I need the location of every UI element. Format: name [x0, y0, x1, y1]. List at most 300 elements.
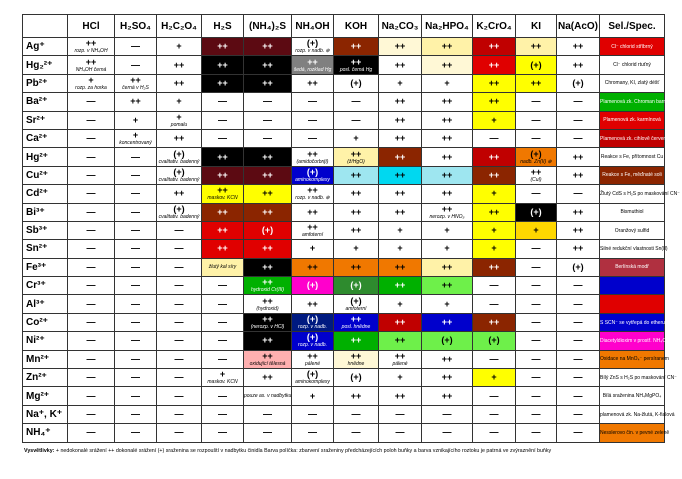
reaction-mark: ++: [262, 372, 273, 383]
reaction-cell: [379, 111, 422, 129]
reaction-cell: [557, 240, 600, 258]
reaction-cell: [115, 369, 157, 387]
reaction-cell: [516, 277, 557, 295]
reaction-mark: —: [131, 390, 140, 401]
reaction-mark: —: [395, 427, 405, 438]
reaction-cell: [157, 74, 202, 92]
reaction-cell: [473, 405, 516, 423]
table-body: [23, 38, 680, 443]
reaction-mark: —: [573, 298, 583, 309]
reaction-note: rozp. za horka: [75, 84, 107, 91]
reaction-cell: [157, 387, 202, 405]
reaction-cell: [422, 240, 473, 258]
spec-note-cell: [600, 129, 669, 147]
reaction-note: Plamenová zk. Chroman barnatý: [600, 98, 673, 105]
reaction-note: Oxidace na MnO₄⁻ persíranem: [600, 356, 669, 363]
reaction-cell: [516, 111, 557, 129]
table-row: [23, 111, 665, 129]
reaction-mark: ++: [488, 317, 500, 328]
reaction-cell: [557, 129, 600, 147]
reaction-note: maskov. KCN: [207, 195, 238, 202]
reaction-cell: [202, 203, 244, 221]
reaction-cell: [557, 111, 600, 129]
reaction-cell: [516, 369, 557, 387]
reaction-mark: ++: [350, 225, 362, 236]
reaction-cell: [157, 295, 202, 313]
reaction-cell: [244, 332, 292, 350]
reaction-note: Plamenová zk. cihlově červená: [600, 135, 669, 142]
reaction-mark: (+): [572, 261, 584, 272]
reaction-cell: [379, 148, 422, 166]
reaction-mark: —: [131, 41, 140, 52]
reaction-note: cvalitativ. badenný: [158, 158, 200, 165]
reaction-cell: [115, 313, 157, 331]
reaction-cell: [115, 350, 157, 368]
reaction-cell: [115, 258, 157, 276]
spec-note-cell: [600, 93, 673, 111]
reaction-mark: —: [174, 427, 184, 438]
reaction-mark: ++: [307, 77, 318, 88]
reaction-mark: —: [351, 427, 361, 438]
reaction-mark: —: [531, 372, 541, 383]
spec-note-cell: [600, 258, 665, 276]
reaction-mark: (+): [530, 206, 542, 217]
reaction-mark: ++: [350, 261, 362, 272]
reaction-cell: [557, 424, 600, 442]
reaction-cell: [292, 74, 334, 92]
header-reagent: KOH: [334, 15, 379, 38]
reaction-cell: [244, 148, 292, 166]
reaction-cell: [202, 185, 244, 203]
reaction-mark: ++: [488, 206, 500, 217]
table-row: [23, 258, 665, 276]
reaction-cell: [473, 129, 516, 147]
reaction-mark: —: [86, 298, 96, 309]
reaction-mark: —: [531, 188, 541, 199]
reaction-cell: [115, 148, 157, 166]
reaction-mark: —: [573, 280, 583, 291]
reaction-note: S SCN⁻ se vytřepá do etheru: [600, 319, 665, 326]
reaction-cell: [202, 295, 244, 313]
ion-label: Sn²⁺: [23, 240, 68, 258]
reaction-cell: [422, 332, 473, 350]
reaction-mark: ++: [350, 335, 362, 346]
reaction-mark: —: [218, 317, 227, 328]
reaction-mark: +: [444, 243, 450, 254]
reaction-mark: —: [218, 133, 227, 144]
reaction-cell: [68, 424, 115, 442]
reaction-cell: [68, 148, 115, 166]
reaction-mark: —: [131, 298, 140, 309]
reaction-mark: —: [86, 151, 96, 162]
reaction-cell: [244, 185, 292, 203]
header-reagent: Na₂HPO₄: [422, 15, 473, 38]
reaction-cell: [202, 111, 244, 129]
reaction-mark: —: [489, 298, 499, 309]
reaction-mark: ++: [350, 206, 362, 217]
reaction-cell: [379, 221, 422, 239]
reaction-mark: ++: [394, 188, 406, 199]
reaction-cell: [244, 221, 292, 239]
table-row: [23, 221, 665, 239]
reaction-cell: [516, 258, 557, 276]
reaction-mark: ++: [441, 188, 453, 199]
reaction-cell: [334, 56, 379, 74]
reaction-cell: [334, 313, 379, 331]
reaction-mark: —: [573, 133, 583, 144]
reaction-cell: [516, 295, 557, 313]
reaction-note: (ž/HgO): [347, 158, 365, 165]
reaction-cell: [334, 424, 379, 442]
reaction-note: černá v H₂S: [122, 84, 149, 91]
reaction-mark: —: [531, 317, 541, 328]
table-row: [23, 185, 665, 203]
header-reagent: KI: [516, 15, 557, 38]
reaction-mark: —: [531, 96, 541, 107]
reaction-mark: ++: [217, 41, 228, 52]
reaction-cell: [516, 185, 557, 203]
reaction-note: rozp. v nadb. ⊕: [295, 48, 330, 55]
reaction-mark: —: [86, 114, 96, 125]
reaction-cell: [422, 295, 473, 313]
reaction-cell: [202, 221, 244, 239]
reaction-cell: [292, 405, 334, 423]
reaction-note: koncentrovaný: [119, 140, 152, 147]
reaction-mark: —: [218, 114, 227, 125]
reaction-cell: [557, 203, 600, 221]
reaction-cell: [292, 313, 334, 331]
reaction-table-container: [22, 14, 680, 443]
reaction-cell: [334, 203, 379, 221]
reaction-mark: —: [531, 427, 541, 438]
reaction-mark: —: [131, 372, 140, 383]
reaction-cell: [422, 424, 473, 442]
reaction-cell: [244, 277, 292, 295]
reaction-mark: —: [131, 317, 140, 328]
spec-note-cell: [600, 295, 665, 313]
reaction-note: oxidující tělesná: [249, 360, 286, 367]
reaction-cell: [292, 387, 334, 405]
reaction-mark: —: [218, 298, 227, 309]
reaction-mark: —: [351, 114, 361, 125]
reaction-cell: [244, 93, 292, 111]
reaction-mark: —: [131, 225, 140, 236]
reaction-cell: [422, 369, 473, 387]
header-reagent: HCl: [68, 15, 115, 38]
reaction-cell: [157, 350, 202, 368]
reaction-cell: [473, 166, 516, 184]
header-reagent: Sel./Spec.: [600, 15, 665, 38]
reaction-cell: [473, 313, 516, 331]
reaction-mark: +: [397, 298, 403, 309]
reaction-cell: [422, 387, 473, 405]
reaction-mark: (+): [530, 59, 542, 70]
reaction-cell: [334, 295, 379, 313]
reaction-cell: [202, 93, 244, 111]
reaction-cell: [379, 387, 422, 405]
reaction-cell: [379, 38, 422, 56]
reaction-cell: [157, 240, 202, 258]
reaction-mark: ++: [217, 59, 228, 70]
reaction-cell: [473, 258, 516, 276]
reaction-cell: [379, 129, 422, 147]
reaction-cell: [115, 185, 157, 203]
reaction-cell: [334, 369, 379, 387]
reaction-cell: [516, 38, 557, 56]
reaction-cell: [422, 221, 473, 239]
spec-note-cell: [600, 38, 665, 56]
reaction-mark: +: [397, 243, 403, 254]
reaction-cell: [157, 38, 202, 56]
reaction-cell: [422, 350, 473, 368]
reaction-cell: [202, 313, 244, 331]
reaction-cell: [68, 350, 115, 368]
table-row: [23, 332, 665, 350]
reaction-note: rozp. v nadb.: [298, 324, 327, 331]
reaction-cell: [379, 424, 422, 442]
reaction-mark: —: [489, 133, 499, 144]
reaction-cell: [115, 129, 157, 147]
reaction-cell: [334, 332, 379, 350]
reaction-mark: (+): [350, 77, 362, 88]
reaction-cell: [379, 277, 422, 295]
reaction-cell: [557, 93, 600, 111]
reaction-note: Berlínská modř: [615, 264, 649, 271]
reaction-mark: +: [491, 188, 497, 199]
reaction-mark: +: [397, 77, 403, 88]
reaction-cell: [68, 277, 115, 295]
reaction-mark: ++: [262, 314, 273, 325]
reaction-cell: [244, 166, 292, 184]
reaction-cell: [115, 387, 157, 405]
spec-note-cell: [600, 350, 669, 368]
table-row: [23, 166, 665, 184]
reaction-cell: [473, 369, 516, 387]
reaction-mark: ++: [307, 206, 318, 217]
reaction-cell: [557, 369, 600, 387]
reaction-cell: [68, 185, 115, 203]
reaction-mark: —: [573, 427, 583, 438]
reaction-cell: [379, 295, 422, 313]
reaction-cell: [422, 93, 473, 111]
reaction-cell: [379, 313, 422, 331]
reaction-mark: —: [174, 353, 184, 364]
reaction-cell: [516, 129, 557, 147]
reaction-cell: [422, 277, 473, 295]
reaction-cell: [292, 129, 334, 147]
reaction-cell: [473, 185, 516, 203]
ion-label: Fe³⁺: [23, 258, 68, 276]
reaction-cell: [557, 258, 600, 276]
table-row: [23, 56, 665, 74]
ion-label: Ag⁺: [23, 38, 68, 56]
reaction-note: rozp. v nadb.: [298, 342, 327, 349]
reaction-cell: [473, 350, 516, 368]
reaction-cell: [516, 240, 557, 258]
reaction-cell: [292, 240, 334, 258]
table-row: [23, 277, 665, 295]
reaction-cell: [516, 332, 557, 350]
reaction-cell: [157, 129, 202, 147]
reaction-mark: ++: [307, 222, 318, 233]
table-row: [23, 313, 665, 331]
reaction-note: cvalitativ. badenný: [158, 176, 200, 183]
reaction-cell: [516, 203, 557, 221]
reaction-mark: ++: [488, 59, 500, 70]
reaction-note: žlutý kal síry: [208, 264, 237, 271]
reaction-mark: —: [131, 427, 140, 438]
reaction-note: Plamenová zk. karmínová: [603, 117, 661, 124]
table-row: [23, 129, 665, 147]
reaction-cell: [379, 203, 422, 221]
reaction-cell: [202, 38, 244, 56]
reaction-cell: [157, 185, 202, 203]
reaction-cell: [202, 148, 244, 166]
ion-label: Cd²⁺: [23, 185, 68, 203]
reaction-mark: ++: [441, 280, 453, 291]
table-row: [23, 148, 665, 166]
reaction-mark: +: [353, 243, 359, 254]
reaction-mark: ++: [488, 261, 500, 272]
reaction-cell: [202, 405, 244, 423]
legend: [24, 448, 664, 455]
reaction-mark: (+): [350, 295, 362, 306]
ion-label: Cr³⁺: [23, 277, 68, 295]
reaction-cell: [422, 405, 473, 423]
reaction-mark: ++: [350, 169, 362, 180]
reaction-cell: [292, 38, 334, 56]
reaction-mark: ++: [394, 41, 406, 52]
reaction-mark: ++: [394, 335, 406, 346]
reaction-mark: ++: [307, 185, 318, 196]
spec-note-cell: [600, 166, 665, 184]
reaction-cell: [115, 93, 157, 111]
reaction-cell: [68, 240, 115, 258]
reaction-note: pomalu: [170, 121, 188, 128]
reaction-cell: [244, 240, 292, 258]
reaction-mark: —: [489, 390, 499, 401]
reaction-mark: ++: [441, 203, 453, 214]
reaction-cell: [292, 350, 334, 368]
ion-label: Zn²⁺: [23, 369, 68, 387]
reaction-note: aminokomplexy: [295, 379, 330, 386]
reaction-cell: [557, 185, 600, 203]
reaction-mark: —: [86, 280, 96, 291]
reaction-mark: —: [489, 409, 499, 419]
ion-label: Ba²⁺: [23, 93, 68, 111]
reaction-mark: ++: [173, 77, 185, 88]
reaction-mark: —: [86, 317, 96, 328]
reaction-mark: (+): [350, 372, 362, 383]
table-row: [23, 38, 665, 56]
reaction-cell: [292, 148, 334, 166]
reaction-mark: ++: [572, 169, 584, 180]
reaction-mark: —: [174, 372, 184, 383]
reaction-cell: [473, 240, 516, 258]
reaction-mark: —: [531, 243, 541, 254]
reaction-cell: [292, 166, 334, 184]
reaction-cell: [422, 129, 473, 147]
reaction-mark: ++: [217, 169, 228, 180]
reaction-mark: ++: [130, 74, 141, 85]
reaction-mark: ++: [350, 41, 362, 52]
reaction-mark: —: [442, 409, 452, 419]
reaction-cell: [334, 93, 379, 111]
reaction-mark: +: [88, 74, 94, 85]
header-reagent: K₂CrO₄: [473, 15, 516, 38]
reaction-cell: [422, 258, 473, 276]
reaction-mark: ++: [441, 353, 453, 364]
reaction-mark: (+): [572, 77, 584, 88]
reaction-mark: —: [573, 353, 583, 364]
header-reagent: Na(AcO): [557, 15, 600, 38]
reaction-cell: [473, 111, 516, 129]
reaction-cell: [115, 111, 157, 129]
reaction-cell: [202, 258, 244, 276]
reaction-cell: [557, 277, 600, 295]
reaction-cell: [115, 240, 157, 258]
reaction-mark: ++: [572, 206, 584, 217]
reaction-cell: [557, 56, 600, 74]
reaction-mark: +: [176, 41, 182, 52]
reaction-cell: [516, 424, 557, 442]
reaction-mark: —: [308, 96, 317, 107]
reaction-cell: [473, 38, 516, 56]
reaction-cell: [115, 74, 157, 92]
reaction-note: nerozp. v HNO₃: [429, 213, 465, 220]
reaction-mark: —: [573, 188, 583, 199]
reaction-cell: [157, 369, 202, 387]
reaction-mark: —: [573, 96, 583, 107]
reaction-cell: [379, 350, 422, 368]
reaction-mark: —: [489, 280, 499, 291]
spec-note-cell: [600, 185, 680, 203]
reaction-mark: ++: [488, 77, 500, 88]
reaction-mark: —: [573, 372, 583, 383]
reaction-mark: —: [131, 206, 140, 217]
spec-note-cell: [600, 56, 665, 74]
reaction-mark: —: [573, 335, 583, 346]
reaction-note: Silné redukční vlastnosti Sn(II): [600, 245, 668, 252]
reaction-mark: ++: [530, 77, 542, 88]
reaction-mark: +: [176, 96, 182, 107]
reaction-mark: +: [491, 225, 497, 236]
reaction-mark: (+): [306, 369, 319, 380]
reaction-cell: [157, 405, 202, 423]
reaction-cell: [422, 203, 473, 221]
reaction-mark: —: [531, 298, 541, 309]
reaction-cell: [334, 38, 379, 56]
reaction-mark: ++: [441, 372, 453, 383]
reaction-cell: [244, 350, 292, 368]
reaction-cell: [68, 295, 115, 313]
reaction-mark: +: [491, 372, 497, 383]
reaction-mark: +: [397, 372, 403, 383]
reaction-cell: [244, 369, 292, 387]
reaction-note: maskov. KCN: [207, 379, 238, 386]
reaction-mark: ++: [173, 133, 185, 144]
reaction-mark: —: [531, 409, 541, 419]
header-reagent: H₂S: [202, 15, 244, 38]
reaction-mark: —: [308, 133, 317, 144]
reaction-cell: [115, 221, 157, 239]
reaction-mark: —: [531, 280, 541, 291]
reaction-mark: —: [531, 133, 541, 144]
reaction-note: Oranžový sulfid: [614, 227, 650, 234]
reaction-cell: [202, 350, 244, 368]
reaction-mark: —: [131, 353, 140, 364]
reaction-mark: ++: [441, 96, 453, 107]
